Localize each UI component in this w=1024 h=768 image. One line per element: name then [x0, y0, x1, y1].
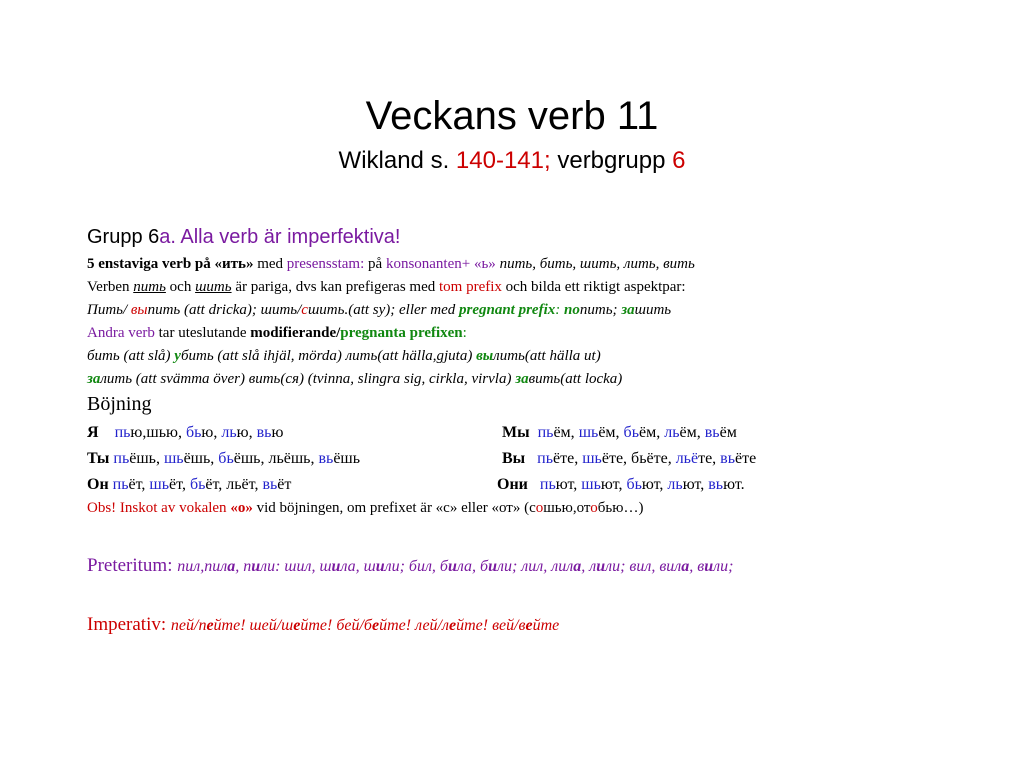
line4-text: tar uteslutande — [154, 325, 251, 341]
conj-ending: ют, — [555, 476, 582, 493]
conj-ending: ёшь, — [183, 450, 219, 467]
line2-text: Verben — [87, 279, 134, 295]
imp-text: йте — [532, 617, 560, 634]
line4-text: : — [462, 325, 467, 341]
conj-ending: ют, — [682, 476, 709, 493]
conj-ending: ёте, бьёте, — [601, 450, 676, 467]
line3-text: вы — [130, 302, 148, 318]
line6-text: лить (att svämma över) вить(ся) (tvinna, slingra sig, cirkla, virvla) — [100, 371, 516, 387]
conj-ending: ёшь — [333, 450, 361, 467]
conj-stem: вь — [708, 476, 724, 493]
line6-text: за — [87, 371, 101, 387]
imp-stress: е — [371, 617, 380, 634]
conj-stem: пь — [537, 424, 554, 441]
obs-text: о — [590, 500, 598, 516]
line2-text: är pariga, dvs kan prefigeras med — [231, 279, 439, 295]
line6-text: за — [515, 371, 529, 387]
pret-text: ли; бил, б — [384, 558, 448, 575]
pret-stress: и — [447, 558, 457, 575]
pret-text: ли; вил, вил — [605, 558, 682, 575]
line3-text: пить; — [579, 302, 622, 318]
conj-stem: ль — [221, 424, 237, 441]
line5-text: у — [174, 348, 181, 364]
conj-stem: бь — [185, 424, 202, 441]
conj-stem: вь — [256, 424, 272, 441]
line3-text: Пить/ — [87, 302, 131, 318]
line4-text: modifierande/ — [250, 325, 341, 341]
line5-text: вы — [476, 348, 494, 364]
conj-ending: ю,шью, — [130, 424, 186, 441]
conj-stem: бь — [626, 476, 642, 493]
conj-stem: ё — [690, 450, 699, 467]
conj-stem: пь — [537, 450, 554, 467]
conj-ending: ём, — [553, 424, 579, 441]
imp-text: йте! шей/ш — [213, 617, 294, 634]
pret-stress: а — [227, 558, 236, 575]
conj-ending: ёт — [277, 476, 292, 493]
conj-stem: пь — [114, 424, 131, 441]
conj-stem: шь — [581, 476, 601, 493]
conj-ending: ёт, льёт, — [205, 476, 263, 493]
pret-stress: и — [375, 558, 385, 575]
group-heading — [87, 226, 987, 249]
imperativ-line — [87, 614, 987, 636]
conj-ending: ём, — [598, 424, 624, 441]
line2-text: шить — [195, 279, 232, 295]
line1-text: 5 enstaviga verb på «ить» — [87, 256, 254, 272]
conj-ending: ёт, — [128, 476, 150, 493]
pronoun: Вы — [502, 450, 526, 467]
line3-text: с — [301, 302, 308, 318]
line-enstaviga — [87, 256, 987, 273]
line3-text: пить (att dricka); шить/ — [147, 302, 302, 318]
preteritum-forms — [177, 558, 733, 575]
line1-text: med — [253, 256, 287, 272]
conj-ending: ёте — [735, 450, 757, 467]
obs-text: «о» — [230, 500, 253, 516]
group-heading-prefix: Grupp 6 — [87, 226, 160, 248]
pronoun: Мы — [502, 424, 530, 441]
conj-stem: пь — [113, 450, 130, 467]
conj-ending: те, — [698, 450, 721, 467]
subtitle-pages: 140-141; — [455, 147, 551, 174]
line5-text: лить(att hälla ut) — [493, 348, 601, 364]
conj-stem: бь — [623, 424, 639, 441]
obs-text: Obs! Inskot av vokalen — [87, 500, 231, 516]
line1-text: пить, бить, шить, лить, вить — [495, 256, 695, 272]
conj-stem: шь — [578, 424, 599, 441]
conj-ending: ём, — [638, 424, 665, 441]
conjugation-col2 — [497, 476, 745, 494]
line-bit — [87, 348, 987, 365]
pret-stress: и — [596, 558, 606, 575]
line-verben — [87, 279, 987, 296]
conj-stem: шь — [163, 450, 184, 467]
obs-text: vid böjningen, om prefixet är «с» eller «от» (с — [252, 500, 536, 516]
imp-text: пей/п — [170, 617, 207, 634]
conj-stem: пь — [539, 476, 556, 493]
pronoun: Он — [87, 476, 109, 493]
conj-ending: ю, — [236, 424, 257, 441]
line2-text: och — [165, 279, 196, 295]
pret-text: , п — [235, 558, 252, 575]
group-heading-rest: a. Alla verb är imperfektiva! — [159, 226, 401, 248]
pret-text: , л — [581, 558, 597, 575]
obs-note — [87, 500, 987, 517]
conj-ending: ём — [719, 424, 737, 441]
imp-text: йте! вей/в — [456, 617, 526, 634]
conjugation-col2 — [502, 424, 737, 442]
conj-stem: пь — [112, 476, 129, 493]
obs-text: бью…) — [597, 500, 644, 516]
line3-text: : — [555, 302, 565, 318]
conj-stem: вь — [262, 476, 278, 493]
line2-text: tom prefix — [438, 279, 502, 295]
conj-ending: ёшь, — [129, 450, 164, 467]
imp-stress: е — [525, 617, 533, 634]
conj-stem: ль — [675, 450, 691, 467]
pret-text: ли: шил, ш — [260, 558, 332, 575]
pret-stress: а — [573, 558, 582, 575]
conj-ending: ю — [271, 424, 284, 441]
pret-stress: и — [488, 558, 497, 575]
line3-text: за — [621, 302, 635, 318]
conj-stem: вь — [720, 450, 736, 467]
line3-text: шить — [634, 302, 672, 318]
pret-text: ла, ш — [340, 558, 376, 575]
imp-text: йте! лей/л — [379, 617, 449, 634]
line-pit — [87, 302, 987, 319]
line2-text: пить — [133, 279, 166, 295]
line1-text: på — [364, 256, 386, 272]
imperativ-forms — [171, 617, 559, 634]
line2-text: och bilda ett riktigt aspektpar: — [501, 279, 686, 295]
conj-ending: ю, — [201, 424, 222, 441]
line4-text: pregnanta prefixen — [340, 325, 463, 341]
pronoun: Я — [87, 424, 99, 441]
obs-text: о — [535, 500, 544, 516]
conj-stem: шь — [582, 450, 602, 467]
conj-ending: ёте, — [553, 450, 583, 467]
line3-text: шить.(att sy); eller med — [307, 302, 459, 318]
conj-ending: ют, — [600, 476, 627, 493]
conjugation-row-2 — [87, 450, 987, 472]
line4-text: Andra verb — [87, 325, 155, 341]
line6-text: вить(att locka) — [528, 371, 623, 387]
conj-ending: ёшь, льёшь, — [233, 450, 319, 467]
conj-stem: ль — [667, 476, 683, 493]
pret-text: ли; — [713, 558, 734, 575]
line5-text: бить (att slå) — [87, 348, 175, 364]
imp-stress: е — [448, 617, 457, 634]
conj-ending: ёт, — [169, 476, 190, 493]
subtitle-middle: verbgrupp — [550, 147, 673, 174]
pret-text: ла, б — [456, 558, 489, 575]
conj-ending: ют. — [723, 476, 745, 493]
pret-text: пил,пил — [177, 558, 228, 575]
pret-stress: и — [331, 558, 341, 575]
subtitle-prefix: Wikland s. — [338, 147, 456, 174]
bojning-heading: Böjning — [87, 393, 152, 415]
conjugation-row-3 — [87, 476, 987, 498]
conj-stem: ль — [664, 424, 680, 441]
imperativ-label: Imperativ: — [87, 614, 171, 635]
conj-stem: бь — [189, 476, 206, 493]
pronoun: Они — [497, 476, 528, 493]
pret-stress: а — [681, 558, 690, 575]
obs-text: шью,от — [543, 500, 591, 516]
conj-stem: шь — [149, 476, 170, 493]
imp-stress: е — [206, 617, 214, 634]
line-zalit — [87, 371, 987, 388]
conj-stem: вь — [704, 424, 720, 441]
pret-text: ли; лил, лил — [497, 558, 574, 575]
slide-title: Veckans verb 11 — [365, 94, 659, 138]
conjugation-col2 — [502, 450, 756, 468]
preteritum-label: Preteritum: — [87, 555, 178, 576]
line3-text: по — [564, 302, 580, 318]
pret-text: , в — [689, 558, 705, 575]
preteritum-line — [87, 555, 987, 577]
subtitle-group: 6 — [672, 147, 686, 174]
line3-text: pregnant prefix — [459, 302, 556, 318]
line-andra-verb — [87, 325, 987, 342]
line5-text: бить (att slå ihjäl, mörda) лить(att hälla,gjuta) — [180, 348, 477, 364]
pret-stress: и — [251, 558, 261, 575]
line1-text: presensstam: — [286, 256, 365, 272]
line1-text: konsonanten+ «ь» — [385, 256, 496, 272]
imp-text: йте! бей/б — [300, 617, 372, 634]
imp-stress: е — [293, 617, 301, 634]
pronoun: Ты — [87, 450, 110, 467]
conjugation-row-1 — [87, 424, 987, 446]
slide-subtitle — [0, 145, 1024, 177]
pret-stress: и — [704, 558, 714, 575]
conj-stem: бь — [218, 450, 234, 467]
conj-ending: ём, — [679, 424, 705, 441]
conj-stem: вь — [318, 450, 334, 467]
conj-ending: ют, — [641, 476, 668, 493]
